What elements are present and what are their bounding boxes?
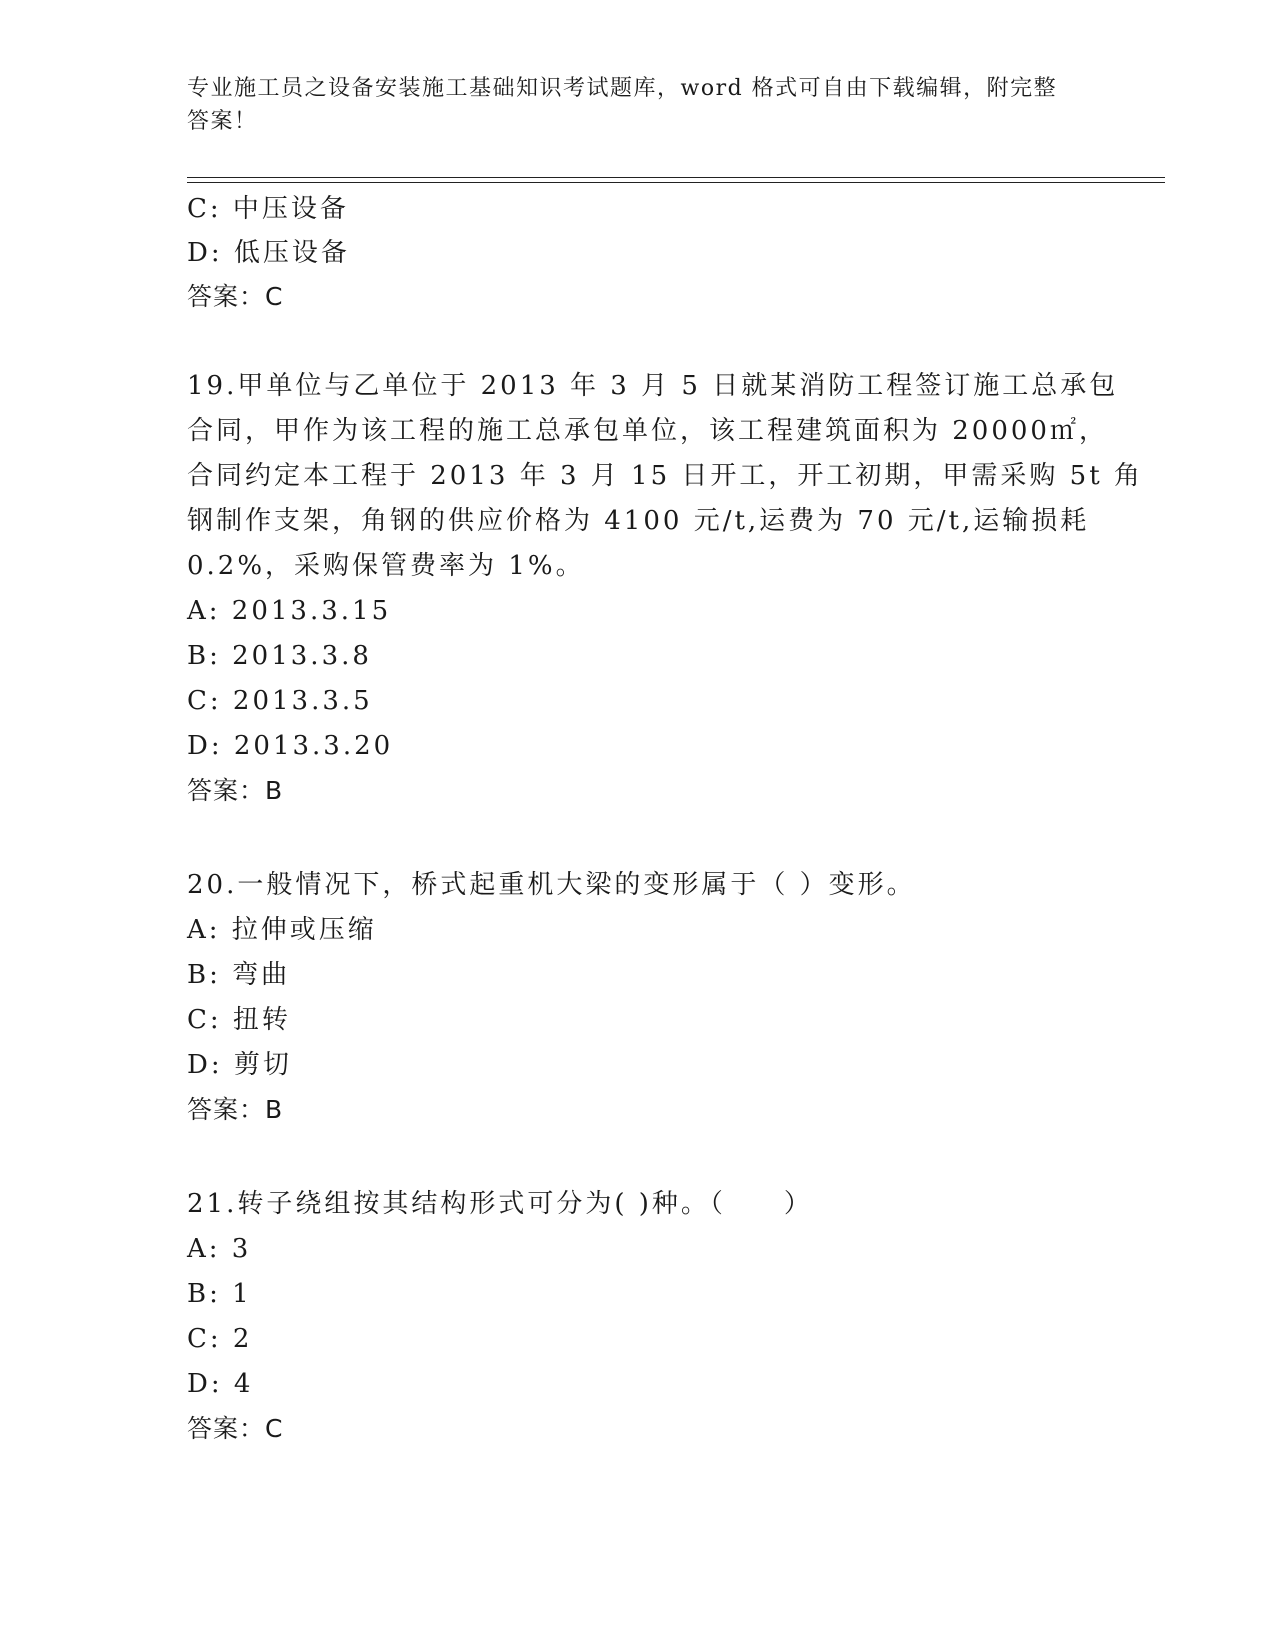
option-b: B: 弯曲 — [187, 960, 291, 990]
option-c: C: 中压设备 — [187, 194, 349, 224]
question-19-line-4: 钢制作支架，角钢的供应价格为 4100 元/t,运费为 70 元/t,运输损耗 — [187, 506, 1090, 536]
question-19-line-1: 19.甲单位与乙单位于 2013 年 3 月 5 日就某消防工程签订施工总承包 — [187, 371, 1119, 401]
option-a: A: 拉伸或压缩 — [187, 915, 377, 945]
option-a: A: 2013.3.15 — [187, 596, 392, 626]
option-d: D: 4 — [187, 1369, 254, 1399]
question-19-line-2: 合同，甲作为该工程的施工总承包单位，该工程建筑面积为 20000㎡， — [187, 416, 1108, 446]
header-divider-bottom — [187, 182, 1165, 183]
answer: 答案：C — [187, 282, 284, 311]
answer: 答案：B — [187, 776, 284, 805]
question-21: 21.转子绕组按其结构形式可分为( )种。（ ） — [187, 1189, 813, 1219]
header-divider-top — [187, 177, 1165, 178]
option-b: B: 1 — [187, 1279, 252, 1309]
question-20: 20.一般情况下，桥式起重机大梁的变形属于（ ）变形。 — [187, 870, 916, 900]
question-19-line-5: 0.2%，采购保管费率为 1%。 — [187, 551, 585, 581]
answer: 答案：B — [187, 1095, 284, 1124]
option-b: B: 2013.3.8 — [187, 641, 372, 671]
option-c: C: 2013.3.5 — [187, 686, 373, 716]
option-a: A: 3 — [187, 1234, 252, 1264]
document-header: 专业施工员之设备安装施工基础知识考试题库，word 格式可自由下载编辑，附完整答案！ — [187, 76, 1058, 134]
answer: 答案：C — [187, 1414, 284, 1443]
option-d: D: 剪切 — [187, 1050, 292, 1080]
question-19-line-3: 合同约定本工程于 2013 年 3 月 15 日开工，开工初期，甲需采购 5t 角 — [187, 461, 1143, 491]
option-d: D: 2013.3.20 — [187, 731, 394, 761]
option-c: C: 扭转 — [187, 1005, 291, 1035]
option-c: C: 2 — [187, 1324, 253, 1354]
option-d: D: 低压设备 — [187, 238, 350, 268]
